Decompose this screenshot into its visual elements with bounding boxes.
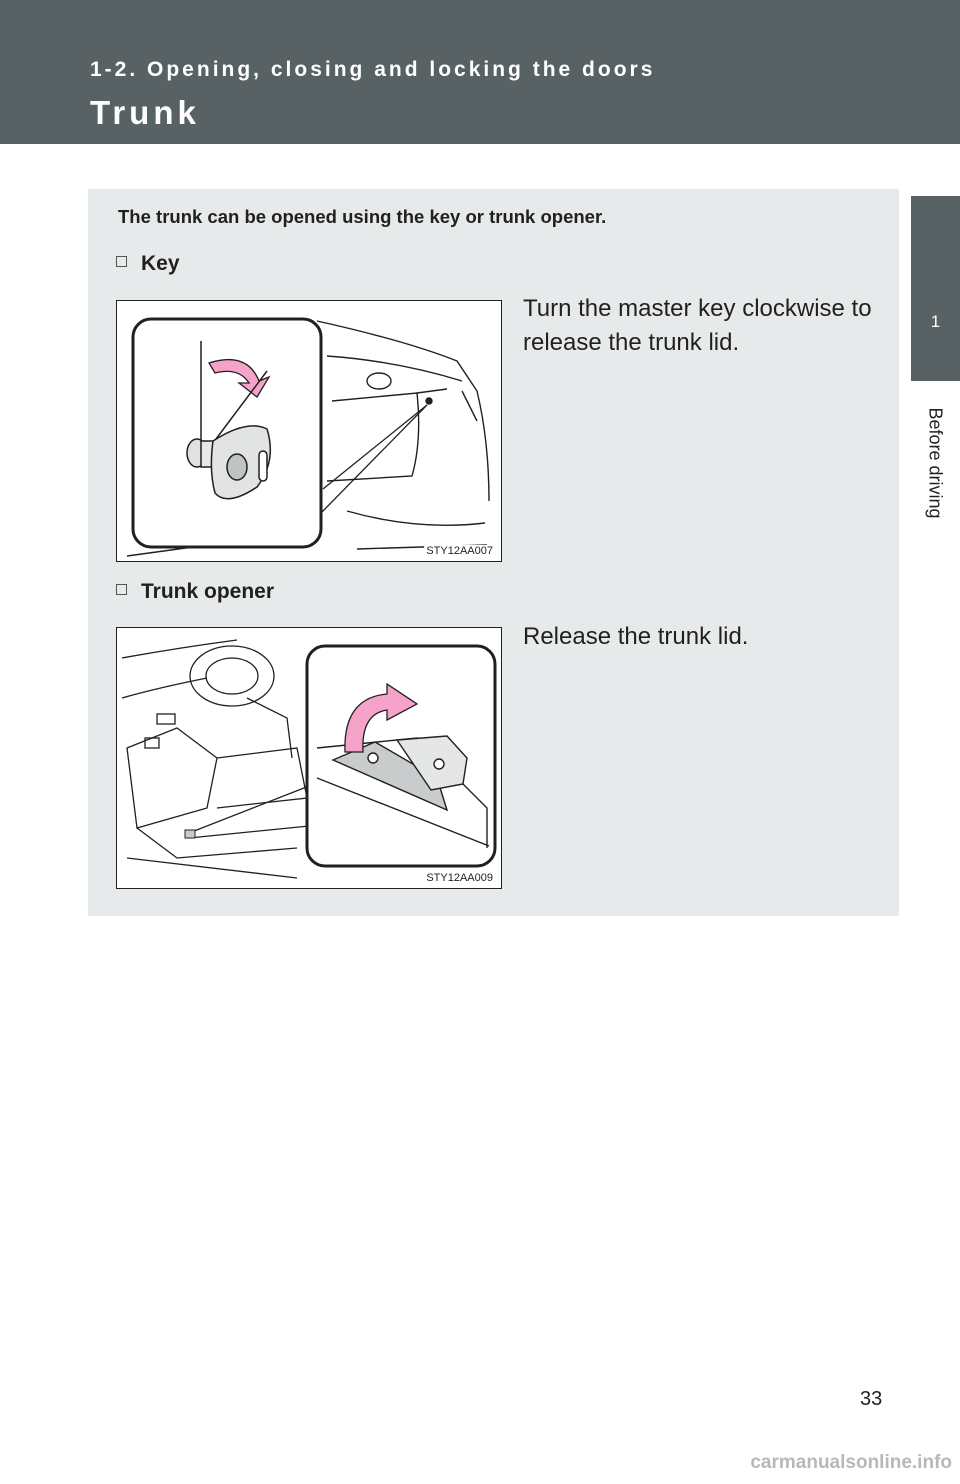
watermark: carmanualsonline.info bbox=[750, 1452, 952, 1473]
page-title: Trunk bbox=[90, 94, 200, 131]
page-number: 33 bbox=[860, 1388, 883, 1410]
page-header bbox=[0, 0, 960, 144]
section-heading-label: Trunk opener bbox=[141, 580, 275, 603]
figure-trunk-opener bbox=[116, 627, 502, 889]
section-text-key: Turn the master key clockwise to release the trunk lid. bbox=[523, 295, 872, 356]
intro-text: The trunk can be opened using the key or trunk opener. bbox=[118, 206, 607, 227]
figure-code: STY12AA009 bbox=[426, 872, 493, 884]
trunk-key-illustration bbox=[117, 301, 501, 561]
bullet-icon bbox=[116, 584, 127, 595]
section-heading-label: Key bbox=[141, 252, 180, 275]
section-breadcrumb: 1-2. Opening, closing and locking the doors bbox=[90, 58, 656, 81]
section-text-trunk-opener: Release the trunk lid. bbox=[523, 623, 749, 650]
figure-key bbox=[116, 300, 502, 562]
bullet-icon bbox=[116, 256, 127, 267]
chapter-label-box bbox=[911, 381, 960, 546]
chapter-label: Before driving bbox=[925, 407, 946, 519]
section-heading-trunk-opener bbox=[116, 580, 274, 604]
chapter-tab[interactable] bbox=[911, 196, 960, 381]
section-heading-key bbox=[116, 252, 180, 276]
figure-code: STY12AA007 bbox=[426, 545, 493, 557]
trunk-opener-illustration bbox=[117, 628, 501, 888]
chapter-number: 1 bbox=[930, 312, 941, 331]
